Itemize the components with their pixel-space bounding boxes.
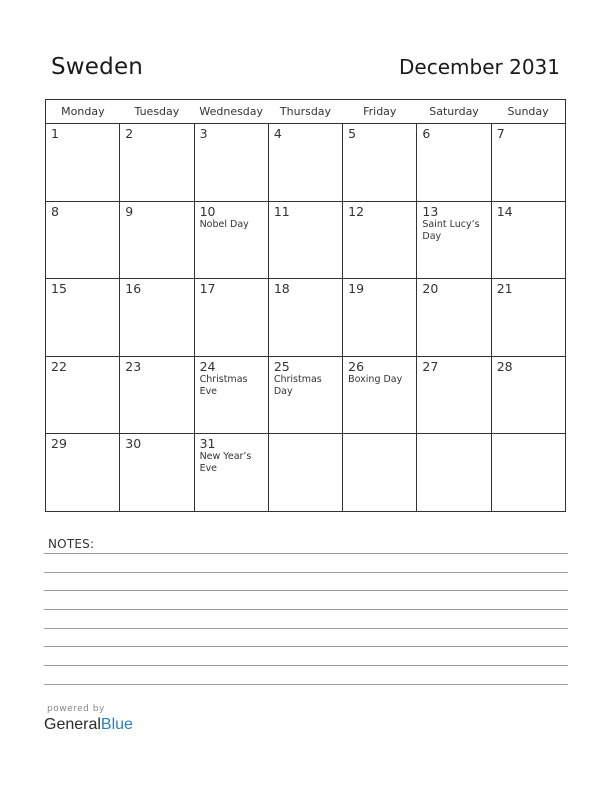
day-cell — [343, 434, 417, 512]
holiday-label: New Year’s Eve — [199, 451, 252, 475]
day-cell — [46, 279, 120, 357]
day-cell — [491, 434, 565, 512]
day-number: 8 — [51, 203, 59, 219]
day-cell — [194, 201, 268, 279]
day-cell — [194, 279, 268, 357]
day-cell — [343, 201, 417, 279]
day-number: 16 — [125, 281, 142, 297]
day-cell — [120, 201, 194, 279]
note-line — [44, 553, 568, 554]
day-number: 5 — [348, 126, 357, 141]
day-cell — [268, 356, 342, 434]
day-cell — [417, 279, 491, 357]
calendar-grid — [45, 99, 566, 512]
day-cell — [491, 279, 565, 357]
holiday-label: Boxing Day — [348, 373, 403, 385]
day-cell — [46, 434, 120, 512]
weekday-header-row — [46, 100, 566, 124]
day-cell — [268, 201, 342, 279]
day-number: 10 — [199, 203, 216, 219]
day-number: 14 — [496, 203, 513, 219]
day-cell — [417, 356, 491, 434]
weekday-header: Thursday — [268, 100, 342, 124]
week-row — [46, 356, 566, 434]
day-cell — [417, 434, 491, 512]
note-line — [44, 590, 568, 591]
day-number: 27 — [422, 358, 439, 374]
weekday-header: Saturday — [417, 100, 491, 124]
day-number: 31 — [199, 436, 216, 452]
day-number: 19 — [348, 281, 365, 297]
day-number: 9 — [125, 203, 134, 219]
day-cell — [491, 356, 565, 434]
day-number: 12 — [348, 203, 365, 219]
month-title: December 2031 — [399, 55, 560, 79]
note-line — [44, 665, 568, 666]
day-number: 11 — [273, 203, 290, 219]
week-row — [46, 434, 566, 512]
day-number: 24 — [199, 358, 216, 374]
day-number: 26 — [348, 358, 365, 374]
day-number: 29 — [51, 436, 67, 452]
day-number: 30 — [125, 436, 142, 452]
day-cell — [417, 124, 491, 202]
day-cell — [343, 356, 417, 434]
day-number: 21 — [496, 281, 513, 297]
holiday-label: Christmas Day — [273, 373, 322, 397]
day-cell — [120, 434, 194, 512]
day-number: 6 — [422, 126, 431, 141]
day-number: 7 — [496, 126, 505, 141]
day-cell — [268, 124, 342, 202]
day-cell — [120, 124, 194, 202]
day-cell — [46, 124, 120, 202]
holiday-label: Christmas Eve — [199, 373, 248, 397]
day-number: 28 — [496, 358, 513, 374]
day-number: 1 — [51, 126, 59, 141]
brand-blue: Blue — [100, 716, 133, 733]
weekday-header: Wednesday — [194, 100, 268, 124]
day-number: 2 — [125, 126, 134, 141]
day-cell — [46, 356, 120, 434]
day-number: 23 — [125, 358, 142, 374]
weekday-header: Friday — [343, 100, 417, 124]
day-cell — [120, 279, 194, 357]
day-number: 15 — [51, 281, 67, 297]
day-cell — [268, 434, 342, 512]
brand-general: General — [44, 716, 101, 733]
weekday-header: Tuesday — [120, 100, 194, 124]
note-line — [44, 646, 568, 647]
day-number: 18 — [273, 281, 290, 297]
day-cell — [343, 124, 417, 202]
weekday-header: Monday — [46, 100, 120, 124]
note-line — [44, 628, 568, 629]
day-number: 22 — [51, 358, 67, 374]
notes-label: NOTES: — [48, 537, 95, 551]
day-cell — [46, 201, 120, 279]
day-cell — [120, 356, 194, 434]
weekday-header: Sunday — [491, 100, 565, 124]
day-cell — [491, 124, 565, 202]
day-number: 17 — [199, 281, 216, 297]
day-number: 20 — [422, 281, 439, 297]
day-number: 3 — [199, 126, 208, 141]
week-row — [46, 201, 566, 279]
country-title: Sweden — [51, 54, 144, 80]
day-number: 25 — [273, 358, 290, 374]
day-cell — [194, 124, 268, 202]
holiday-label: Saint Lucy’s Day — [422, 218, 480, 242]
day-number: 13 — [422, 203, 439, 219]
day-number: 4 — [273, 126, 282, 141]
week-row — [46, 279, 566, 357]
powered-by-text: powered by — [47, 704, 105, 714]
note-line — [44, 684, 568, 685]
day-cell — [268, 279, 342, 357]
holiday-label: Nobel Day — [199, 218, 249, 230]
day-cell — [491, 201, 565, 279]
day-cell — [194, 434, 268, 512]
note-line — [44, 609, 568, 610]
note-line — [44, 572, 568, 573]
week-row — [46, 124, 566, 202]
day-cell — [343, 279, 417, 357]
day-cell — [194, 356, 268, 434]
generalblue-logo[interactable] — [44, 716, 133, 734]
day-cell — [417, 201, 491, 279]
